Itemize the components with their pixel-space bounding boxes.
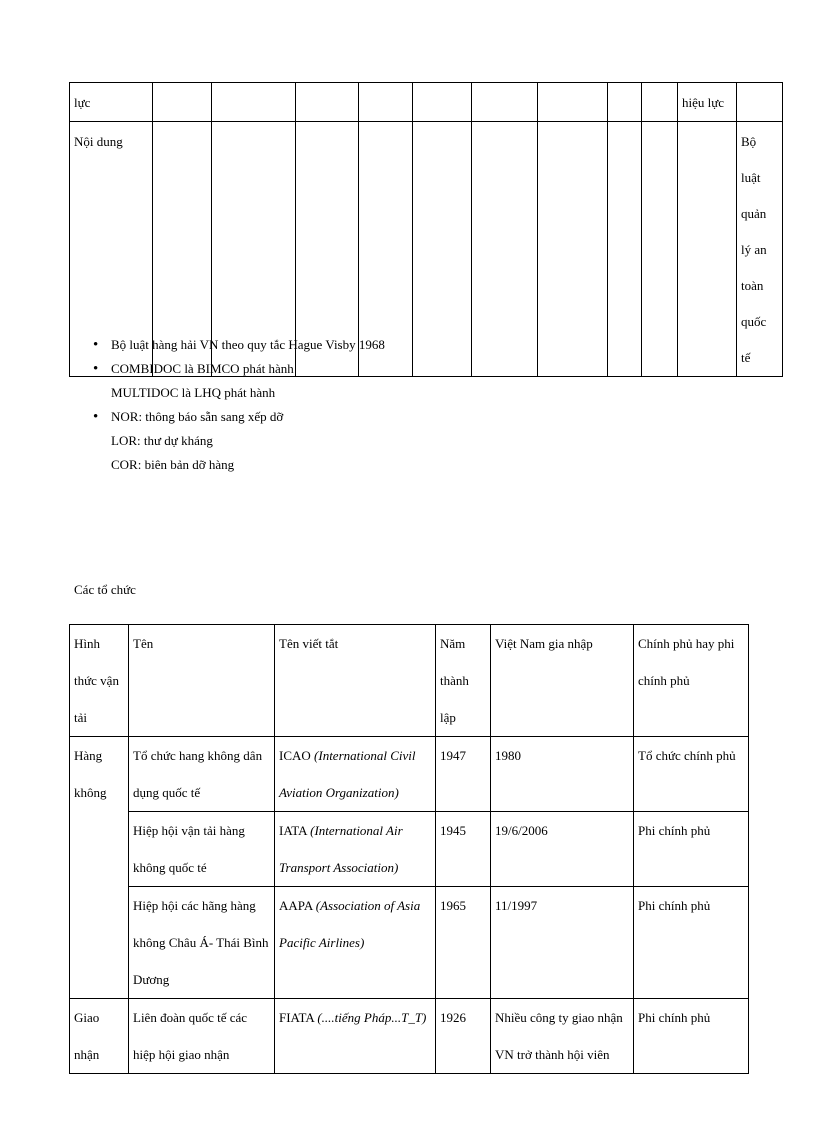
- table-row: [70, 999, 749, 1074]
- section-title: Các tổ chức: [74, 582, 136, 597]
- vn-join-cell: 19/6/2006: [491, 812, 634, 887]
- org-name-cell: Tổ chức hang không dân dụng quốc tế: [129, 737, 275, 812]
- column-header: Việt Nam gia nhập: [491, 625, 634, 737]
- table-cell: [472, 83, 538, 122]
- table-cell: [737, 122, 783, 377]
- abbr: FIATA: [279, 1010, 315, 1025]
- table-cell: [413, 83, 472, 122]
- notes-list: [93, 333, 385, 477]
- cell-line: quản: [741, 206, 767, 221]
- year-cell: 1965: [436, 887, 491, 999]
- table-cell: [642, 122, 678, 377]
- note-line: • NOR: thông báo sẵn sang xếp dỡ: [111, 409, 284, 424]
- abbr-full: (Association of Asia Pacific Airlines): [279, 898, 421, 950]
- table-cell: lực: [70, 83, 153, 122]
- gov-type-cell: Phi chính phủ: [634, 999, 749, 1074]
- vn-join-cell: Nhiều công ty giao nhận VN trở thành hội viên: [491, 999, 634, 1074]
- note-line: • COMBIDOC là BIMCO phát hành: [111, 361, 294, 376]
- table-cell: [608, 122, 642, 377]
- cell-line: quốc tế: [741, 314, 767, 365]
- gov-type-cell: Tổ chức chính phủ: [634, 737, 749, 812]
- org-name-cell: Hiệp hội vận tải hàng không quốc té: [129, 812, 275, 887]
- column-header: Tên: [129, 625, 275, 737]
- abbr: IATA: [279, 823, 307, 838]
- list-item: [111, 405, 385, 477]
- table-row: [70, 887, 749, 999]
- year-cell: 1926: [436, 999, 491, 1074]
- org-abbr-cell: [275, 887, 436, 999]
- gov-type-cell: Phi chính phủ: [634, 887, 749, 999]
- table-cell: [413, 122, 472, 377]
- org-abbr-cell: [275, 999, 436, 1074]
- abbr: ICAO: [279, 748, 311, 763]
- table-cell: Nội dung: [70, 122, 153, 377]
- note-line: COR: biên bản dỡ hàng: [111, 457, 235, 472]
- column-header: Năm thành lập: [436, 625, 491, 737]
- column-header: Hình thức vận tải: [70, 625, 129, 737]
- year-cell: 1945: [436, 812, 491, 887]
- vn-join-cell: 11/1997: [491, 887, 634, 999]
- abbr-full: (International Civil Aviation Organization): [279, 748, 416, 800]
- table-row: [70, 83, 783, 122]
- table-cell: [538, 83, 608, 122]
- table-header-row: [70, 625, 749, 737]
- org-abbr-cell: [275, 812, 436, 887]
- vn-join-cell: 1980: [491, 737, 634, 812]
- column-header: Chính phủ hay phi chính phủ: [634, 625, 749, 737]
- list-item: [111, 357, 385, 405]
- list-item: [111, 333, 385, 357]
- organizations-table: [69, 624, 749, 1074]
- gov-type-cell: Phi chính phủ: [634, 812, 749, 887]
- table-cell: [642, 83, 678, 122]
- note-line: LOR: thư dự kháng: [111, 433, 213, 448]
- note-line: MULTIDOC là LHQ phát hành: [111, 385, 276, 400]
- abbr-full: (International Air Transport Association): [279, 823, 403, 875]
- org-abbr-cell: [275, 737, 436, 812]
- abbr: AAPA: [279, 898, 313, 913]
- table-cell: hiệu lực: [678, 83, 737, 122]
- cell-line: Bộ luật: [741, 134, 761, 185]
- column-header: Tên viết tắt: [275, 625, 436, 737]
- cell-line: toàn: [741, 278, 764, 293]
- table-cell: [608, 83, 642, 122]
- note-line: • Bộ luật hàng hải VN theo quy tắc Hague Visby 1968: [111, 337, 385, 352]
- org-name-cell: Hiệp hội các hãng hàng không Châu Á- Thái Bình Dương: [129, 887, 275, 999]
- transport-mode-cell: Giao nhận: [70, 999, 129, 1074]
- transport-mode-cell: Hàng không: [70, 737, 129, 999]
- table-cell: [212, 83, 296, 122]
- table-cell: [296, 83, 359, 122]
- table-cell: [153, 83, 212, 122]
- table-cell: [678, 122, 737, 377]
- table-cell: [472, 122, 538, 377]
- org-name-cell: Liên đoàn quốc tế các hiệp hội giao nhận: [129, 999, 275, 1074]
- table-row: [70, 812, 749, 887]
- cell-line: lý an: [741, 242, 767, 257]
- year-cell: 1947: [436, 737, 491, 812]
- table-cell: [538, 122, 608, 377]
- table-row: [70, 737, 749, 812]
- table-cell: [359, 83, 413, 122]
- abbr-full: (....tiếng Pháp...T_T): [317, 1010, 427, 1025]
- table-cell: [737, 83, 783, 122]
